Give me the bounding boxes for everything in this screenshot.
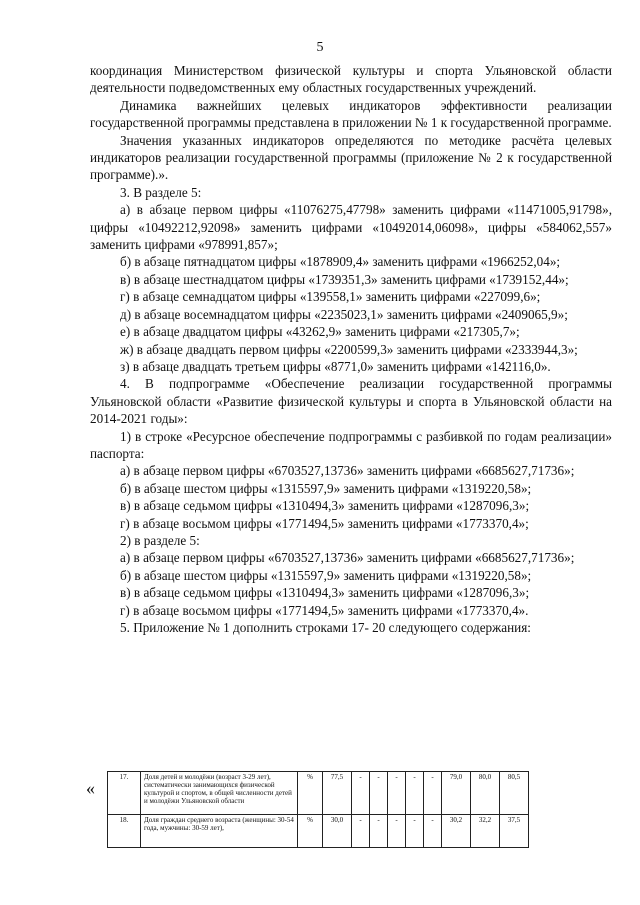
indicator-table-clip (100, 771, 620, 851)
paragraph: в) в абзаце седьмом цифры «1310494,3» заменить цифрами «1287096,3»; (120, 498, 530, 514)
paragraph: а) в абзаце первом цифры «11076275,47798» заменить цифрами «11471005,91798», цифры «10492212,92098» заменить цифрами «10492014,06098», цифры «584062,557» заменить цифрами «978991,857»; (90, 202, 612, 253)
value-cell: 79,0 (442, 772, 471, 815)
paragraph: 4. В подпрограмме «Обеспечение реализации государственной программы Ульяновской области «Развитие физической культуры и спорта в Ульяновской области на 2014-2021 годы»: (90, 376, 612, 427)
table-row (108, 772, 529, 815)
paragraph: б) в абзаце пятнадцатом цифры «1878909,4» заменить цифрами «1966252,04»; (120, 254, 561, 270)
value-cell: - (388, 772, 406, 815)
page-number: 5 (316, 40, 324, 55)
indicator-name: Доля граждан среднего возраста (женщины: 30-54 года, мужчины: 30-59 лет), (141, 815, 298, 848)
value-cell: - (406, 815, 424, 848)
unit-cell: % (298, 772, 323, 815)
paragraph: а) в абзаце первом цифры «6703527,13736» заменить цифрами «6685627,71736»; (120, 463, 575, 479)
value-cell: - (352, 815, 370, 848)
row-number: 17. (108, 772, 141, 815)
paragraph: Значения указанных индикаторов определяются по методике расчёта целевых индикаторов реализации государственной программы (приложение № 2 к государственной программе).». (90, 132, 612, 183)
value-cell: - (370, 815, 388, 848)
paragraph: 2) в разделе 5: (120, 532, 200, 548)
paragraph: 1) в строке «Ресурсное обеспечение подпрограммы с разбивкой по годам реализации» паспорта: (90, 428, 612, 461)
value-cell: 30,2 (442, 815, 471, 848)
row-number: 18. (108, 815, 141, 848)
unit-cell: % (298, 815, 323, 848)
value-cell: 77,5 (323, 772, 352, 815)
value-cell: 80,0 (471, 772, 500, 815)
value-cell: - (388, 815, 406, 848)
paragraph: б) в абзаце шестом цифры «1315597,9» заменить цифрами «1319220,58»; (120, 480, 532, 496)
value-cell: - (424, 815, 442, 848)
indicator-name: Доля детей и молодёжи (возраст 3-29 лет), систематически занимающихся физической культурой и спортом, в общей численности детей и молодёжи Ульяновской области (141, 772, 298, 815)
paragraph: координация Министерством физической культуры и спорта Ульяновской области деятельности подведомственных ему областных государственных учреждений. (90, 63, 612, 96)
value-cell: 30,0 (323, 815, 352, 848)
value-cell: 37,5 (500, 815, 529, 848)
value-cell: 32,2 (471, 815, 500, 848)
indicator-table (107, 771, 529, 848)
paragraph: 5. Приложение № 1 дополнить строками 17- 20 следующего содержания: (120, 620, 531, 635)
paragraph: г) в абзаце восьмом цифры «1771494,5» заменить цифрами «1773370,4»; (120, 515, 529, 531)
opening-quote-mark: « (86, 778, 95, 798)
paragraph: д) в абзаце восемнадцатом цифры «2235023,1» заменить цифрами «2409065,9»; (120, 306, 568, 322)
value-cell: 80,5 (500, 772, 529, 815)
paragraph: е) в абзаце двадцатом цифры «43262,9» заменить цифрами «217305,7»; (120, 324, 520, 340)
paragraph: б) в абзаце шестом цифры «1315597,9» заменить цифрами «1319220,58»; (120, 567, 532, 583)
paragraph: г) в абзаце восьмом цифры «1771494,5» заменить цифрами «1773370,4». (120, 602, 529, 618)
paragraph: в) в абзаце седьмом цифры «1310494,3» заменить цифрами «1287096,3»; (120, 585, 530, 601)
value-cell: - (352, 772, 370, 815)
paragraph: Динамика важнейших целевых индикаторов эффективности реализации государственной программы представлена в приложении № 1 к государственной программе. (90, 97, 612, 131)
paragraph: г) в абзаце семнадцатом цифры «139558,1» заменить цифрами «227099,6»; (120, 289, 541, 305)
paragraph: ж) в абзаце двадцать первом цифры «2200599,3» заменить цифрами «2333944,3»; (120, 341, 578, 357)
paragraph: а) в абзаце первом цифры «6703527,13736» заменить цифрами «6685627,71736»; (120, 550, 575, 566)
value-cell: - (424, 772, 442, 815)
value-cell: - (406, 772, 424, 815)
table-row (108, 815, 529, 848)
paragraph: з) в абзаце двадцать третьем цифры «8771,0» заменить цифрами «142116,0». (120, 358, 551, 374)
paragraph: в) в абзаце шестнадцатом цифры «1739351,3» заменить цифрами «1739152,44»; (120, 271, 569, 287)
paragraph: 3. В разделе 5: (120, 184, 202, 200)
document-body (90, 62, 612, 636)
value-cell: - (370, 772, 388, 815)
